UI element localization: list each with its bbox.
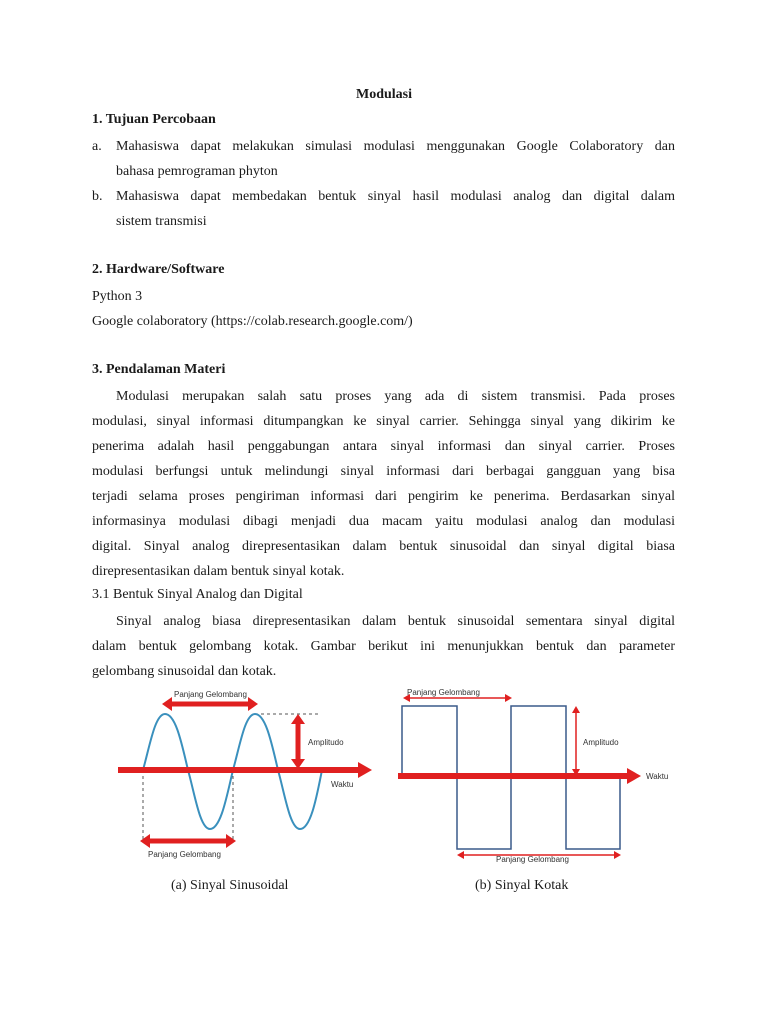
list-marker-a: a. xyxy=(92,139,102,154)
time-axis-arrowhead xyxy=(358,762,372,778)
sine-wavelength-bottom-label: Panjang Gelombang xyxy=(148,850,221,859)
objective-b-line-2: sistem transmisi xyxy=(116,214,207,229)
figure-caption-b: (b) Sinyal Kotak xyxy=(475,878,569,893)
section-2-heading: 2. Hardware/Software xyxy=(92,262,225,277)
paragraph-1-line: Modulasi merupakan salah satu proses yang ada di sistem transmisi. Pada proses xyxy=(116,389,675,404)
subsection-3-1-heading: 3.1 Bentuk Sinyal Analog dan Digital xyxy=(92,587,303,602)
objective-a-line-1: Mahasiswa dapat melakukan simulasi modulasi menggunakan Google Colaboratory dan xyxy=(116,139,675,154)
paragraph-1-line: informasinya modulasi dibagi menjadi dua macam yaitu modulasi analog dan modulasi xyxy=(92,514,675,529)
software-python: Python 3 xyxy=(92,289,143,304)
section-1-heading: 1. Tujuan Percobaan xyxy=(92,112,216,127)
sine-wavelength-top-label: Panjang Gelombang xyxy=(174,690,247,699)
square-amplitude-label: Amplitudo xyxy=(583,738,619,747)
software-colab: Google colaboratory (https://colab.research.google.com/) xyxy=(92,314,413,329)
sine-time-label: Waktu xyxy=(331,780,354,789)
paragraph-2-line: gelombang sinusoidal dan kotak. xyxy=(92,664,277,679)
paragraph-2-line: Sinyal analog biasa direpresentasikan dalam bentuk sinusoidal sementara sinyal digital xyxy=(116,614,675,629)
square-wave-diagram xyxy=(398,688,668,864)
square-wavelength-top-label: Panjang Gelombang xyxy=(407,688,480,697)
square-wavelength-bottom-label: Panjang Gelombang xyxy=(496,855,569,864)
paragraph-1-line: direpresentasikan dalam bentuk sinyal kotak. xyxy=(92,564,345,579)
paragraph-2-line: dalam bentuk gelombang kotak. Gambar berikut ini menunjukkan bentuk dan parameter xyxy=(92,639,675,654)
paragraph-1-line: modulasi berfungsi untuk melindungi sinyal informasi dari berbagai gangguan yang bisa xyxy=(92,464,675,479)
figure-caption-a: (a) Sinyal Sinusoidal xyxy=(171,878,289,893)
document-title: Modulasi xyxy=(355,87,412,102)
sine-amplitude-label: Amplitudo xyxy=(308,738,344,747)
square-time-label: Waktu xyxy=(646,772,669,781)
paragraph-1-line: terjadi selama proses pengiriman informasi dari pengirim ke penerima. Berdasarkan sinyal xyxy=(92,489,675,504)
paragraph-1-line: penerima adalah hasil penggabungan antara sinyal informasi dan sinyal carrier. Proses xyxy=(92,439,675,454)
objective-b-line-1: Mahasiswa dapat membedakan bentuk sinyal hasil modulasi analog dan digital dalam xyxy=(116,189,675,204)
objective-a-line-2: bahasa pemrograman phyton xyxy=(116,164,278,179)
sine-wave-diagram xyxy=(118,690,372,859)
section-3-heading: 3. Pendalaman Materi xyxy=(92,362,226,377)
list-marker-b: b. xyxy=(92,189,103,204)
paragraph-1-line: digital. Sinyal analog direpresentasikan dalam bentuk sinusoidal dan sinyal digital biasa xyxy=(92,539,675,554)
paragraph-1-line: modulasi, sinyal informasi ditumpangkan ke sinyal carrier. Sehingga sinyal yang dikirim ke xyxy=(92,414,675,429)
